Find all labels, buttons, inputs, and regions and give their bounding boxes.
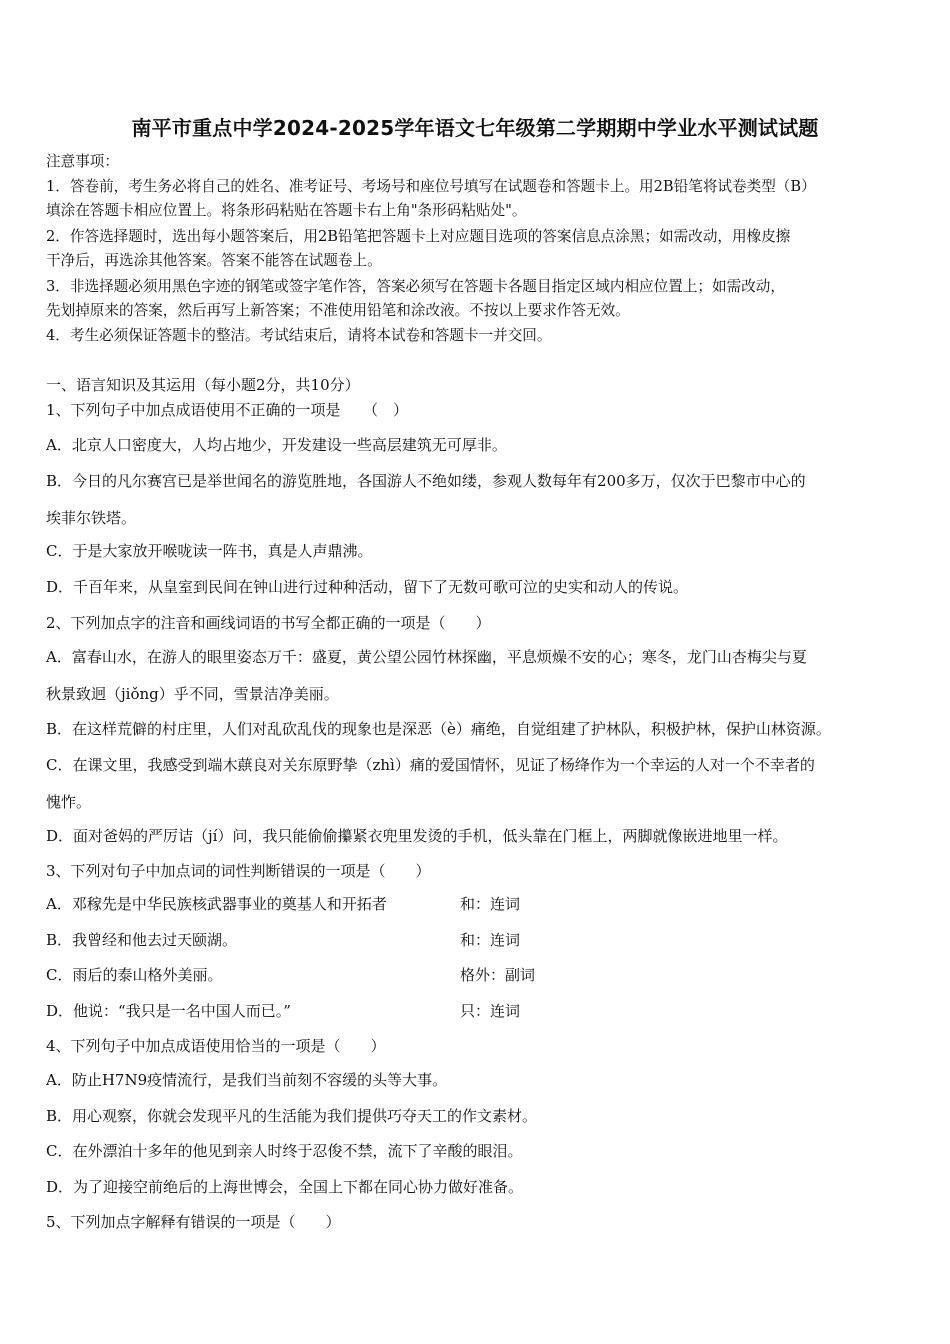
question-1-option-b-cont: 埃菲尔铁塔。: [46, 509, 137, 527]
section-heading: 一、语言知识及其运用（每小题2分，共10分）: [46, 376, 360, 394]
question-5-stem: 5、下列加点字解释有错误的一项是（ ）: [46, 1213, 341, 1231]
question-3-option-a-answer: 和：连词: [460, 895, 521, 913]
question-4-option-c: C．在外漂泊十多年的他见到亲人时终于忍俊不禁，流下了辛酸的眼泪。: [46, 1142, 523, 1160]
notice-line-4: 干净后，再选涂其他答案。答案不能答在试题卷上。: [46, 252, 382, 269]
notice-line-7: 4．考生必须保证答题卡的整洁。考试结束后，请将本试卷和答题卡一并交回。: [46, 327, 552, 344]
question-3-option-b-answer: 和：连词: [460, 931, 521, 949]
question-1-option-c: C．于是大家放开喉咙读一阵书，真是人声鼎沸。: [46, 542, 373, 560]
notice-heading: 注意事项：: [46, 153, 119, 170]
notice-line-5: 3．非选择题必须用黑色字迹的钢笔或签字笔作答，答案必须写在答题卡各题目指定区域内相应位置上；如需改动，: [46, 278, 785, 295]
question-2-stem: 2、下列加点字的注音和画线词语的书写全都正确的一项是（ ）: [46, 614, 491, 632]
page-title: 南平市重点中学2024-2025学年语文七年级第二学期期中学业水平测试试题: [131, 116, 819, 140]
question-1-option-d: D．千百年来，从皇室到民间在钟山进行过种种活动，留下了无数可歌可泣的史实和动人的传说。: [46, 578, 689, 596]
question-1-stem: 1、下列句子中加点成语使用不正确的一项是 （ ）: [46, 401, 409, 419]
question-2-option-b: B．在这样荒僻的村庄里，人们对乱砍乱伐的现象也是深恶（è）痛绝，自觉组建了护林队，积极护林，保护山林资源。: [46, 720, 831, 738]
question-1-option-b: B．今日的凡尔赛宫已是举世闻名的游览胜地，各国游人不绝如缕，参观人数每年有200多万，仅次于巴黎市中心的: [46, 472, 806, 490]
question-4-option-a: A．防止H7N9疫情流行，是我们当前刻不容缓的头等大事。: [46, 1071, 448, 1089]
question-3-option-d: D．他说：“我只是一名中国人而已。”: [46, 1002, 291, 1020]
question-2-option-d: D．面对爸妈的严厉诘（jí）问，我只能偷偷攥紧衣兜里发烫的手机，低头靠在门框上，两脚就像嵌进地里一样。: [46, 827, 788, 845]
question-1-option-a: A．北京人口密度大，人均占地少，开发建设一些高层建筑无可厚非。: [46, 436, 507, 454]
question-3-option-c: C．雨后的泰山格外美丽。: [46, 966, 223, 984]
question-4-stem: 4、下列句子中加点成语使用恰当的一项是（ ）: [46, 1037, 386, 1055]
question-2-option-a-cont: 秋景致迥（jiǒng）乎不同，雪景洁净美丽。: [46, 685, 339, 703]
question-2-option-a: A．富春山水，在游人的眼里姿态万千：盛夏，黄公望公园竹林探幽，平息烦燥不安的心；寒冬，龙门山杏梅尖与夏: [46, 648, 807, 666]
question-4-option-d: D．为了迎接空前绝后的上海世博会，全国上下都在同心协力做好准备。: [46, 1178, 524, 1196]
notice-line-1: 1．答卷前，考生务必将自己的姓名、准考证号、考场号和座位号填写在试题卷和答题卡上。用2B铅笔将试卷类型（B）: [46, 178, 816, 195]
question-3-option-d-answer: 只：连词: [460, 1002, 521, 1020]
question-2-option-c-cont: 愧怍。: [46, 793, 92, 811]
question-2-option-c: C．在课文里，我感受到端木蕻良对关东原野挚（zhì）痛的爱国情怀，见证了杨绛作为一个幸运的人对一个不幸者的: [46, 756, 815, 774]
notice-line-2: 填涂在答题卡相应位置上。将条形码粘贴在答题卡右上角"条形码粘贴处"。: [46, 202, 527, 219]
question-3-option-c-answer: 格外：副词: [460, 966, 536, 984]
notice-line-3: 2．作答选择题时，选出每小题答案后，用2B铅笔把答题卡上对应题目选项的答案信息点涂黑；如需改动，用橡皮擦: [46, 228, 791, 245]
question-3-option-a: A．邓稼先是中华民族核武器事业的奠基人和开拓者: [46, 895, 387, 913]
notice-line-6: 先划掉原来的答案，然后再写上新答案；不准使用铅笔和涂改液。不按以上要求作答无效。: [46, 302, 630, 319]
question-3-option-b: B．我曾经和他去过天颐湖。: [46, 931, 238, 949]
question-4-option-b: B．用心观察，你就会发现平凡的生活能为我们提供巧夺天工的作文素材。: [46, 1107, 538, 1125]
question-3-stem: 3、下列对句子中加点词的词性判断错误的一项是（ ）: [46, 862, 431, 880]
